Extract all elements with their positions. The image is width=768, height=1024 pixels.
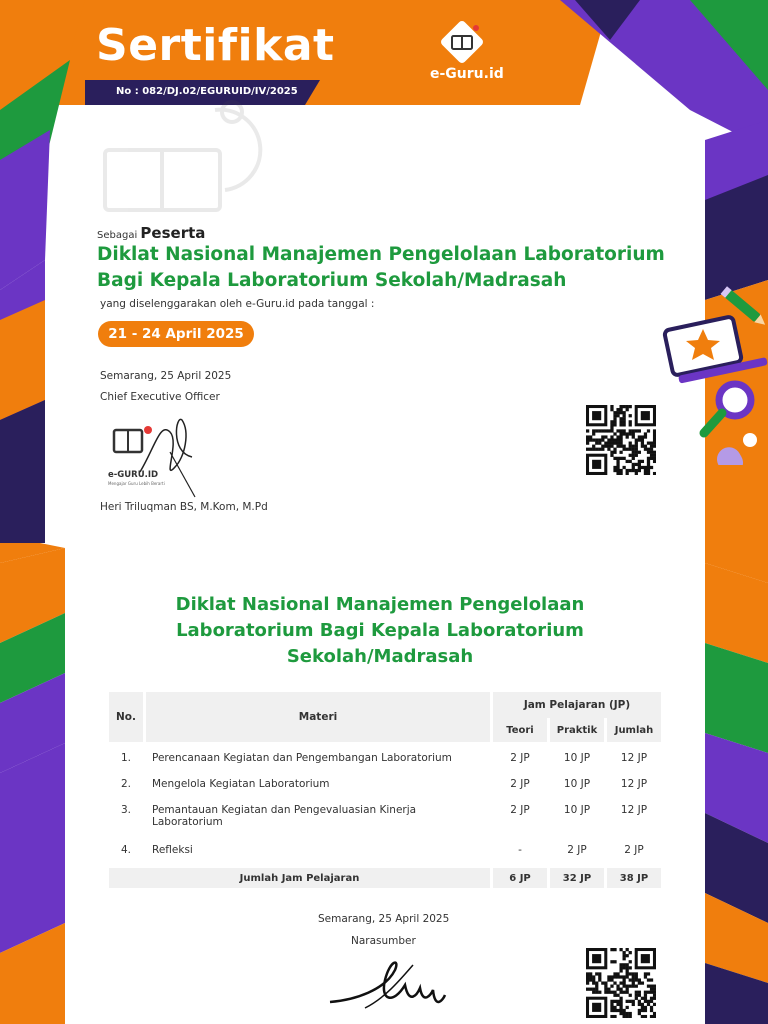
book-logo-icon [440,20,486,66]
table-row [109,840,661,868]
signer-name: Heri Triluqman BS, M.Kom, M.Pd [100,501,268,513]
sign-place-date: Semarang, 25 April 2025 [100,370,232,382]
total-jumlah: 38 JP [607,868,661,888]
qr-code-icon [586,405,656,475]
header-praktik: Praktik [550,718,604,742]
course-title-line-2: Bagi Kepala Laboratorium Sekolah/Madrasah [97,270,567,291]
row-praktik: 10 JP [563,778,591,790]
total-praktik: 32 JP [550,868,604,888]
row-materi: Refleksi [152,844,193,856]
qr-code-icon [586,948,656,1018]
row-jumlah: 12 JP [620,778,648,790]
curriculum-title [140,592,620,670]
as-label: Sebagai [97,230,138,241]
curriculum-title-line-1: Diklat Nasional Manajemen Pengelolaan [175,594,585,615]
signer-role: Chief Executive Officer [100,391,220,403]
certificate-title: Sertifikat [96,20,335,71]
row-no: 1. [120,752,132,764]
row-teori: 2 JP [510,752,530,764]
held-by-text: yang diselenggarakan oleh e-Guru.id pada tanggal : [100,298,375,310]
stamp-sublabel: Mengajar Guru Lebih Berarti [108,481,165,486]
row-no: 4. [120,844,132,856]
signature-stamp-image [100,412,210,502]
row-materi: Pemantauan Kegiatan dan Pengevaluasian Kinerja Laboratorium [152,804,417,828]
role-line [97,224,205,242]
curriculum-signer-role: Narasumber [351,935,416,947]
header-jumlah: Jumlah [607,718,661,742]
row-praktik: 10 JP [563,804,591,816]
curriculum-sign-place-date: Semarang, 25 April 2025 [318,913,450,925]
row-praktik: 2 JP [567,844,587,856]
row-jumlah: 2 JP [624,844,644,856]
row-materi: Perencanaan Kegiatan dan Pengembangan Laboratorium [152,752,452,764]
row-jumlah: 12 JP [620,752,648,764]
row-jumlah: 12 JP [620,804,648,816]
certificate-number: No : 082/DJ.02/EGURUID/IV/2025 [116,86,298,97]
laptop-star-illustration [660,285,768,465]
curriculum-title-line-2: Laboratorium Bagi Kepala Laboratorium [176,620,584,641]
event-date-badge: 21 - 24 April 2025 [98,321,254,347]
course-title [97,242,697,294]
row-teori: 2 JP [510,778,530,790]
participant-role: Peserta [140,224,206,242]
table-total-row [109,868,661,888]
curriculum-title-line-3: Sekolah/Madrasah [286,646,474,667]
total-label: Jumlah Jam Pelajaran [109,868,490,888]
stamp-label: e-GURU.ID [108,470,159,480]
row-teori: 2 JP [510,804,530,816]
header-no: No. [109,692,143,742]
laptop-star-icon [664,316,768,383]
table-row [109,742,661,774]
header-jp-group: Jam Pelajaran (JP) [493,692,661,718]
total-teori: 6 JP [493,868,547,888]
row-materi: Mengelola Kegiatan Laboratorium [152,778,330,790]
speaker-signature-image [325,950,450,1024]
row-no: 2. [120,778,132,790]
table-row [109,800,661,840]
row-teori: - [518,844,522,856]
course-title-line-1: Diklat Nasional Manajemen Pengelolaan Laboratorium [97,244,665,265]
table-row [109,774,661,800]
row-praktik: 10 JP [563,752,591,764]
magnifier-icon [704,384,751,433]
curriculum-table [106,692,664,888]
row-no: 3. [120,804,132,816]
header-materi: Materi [146,692,490,742]
header-teori: Teori [493,718,547,742]
brand-name: e-Guru.id [430,66,504,82]
